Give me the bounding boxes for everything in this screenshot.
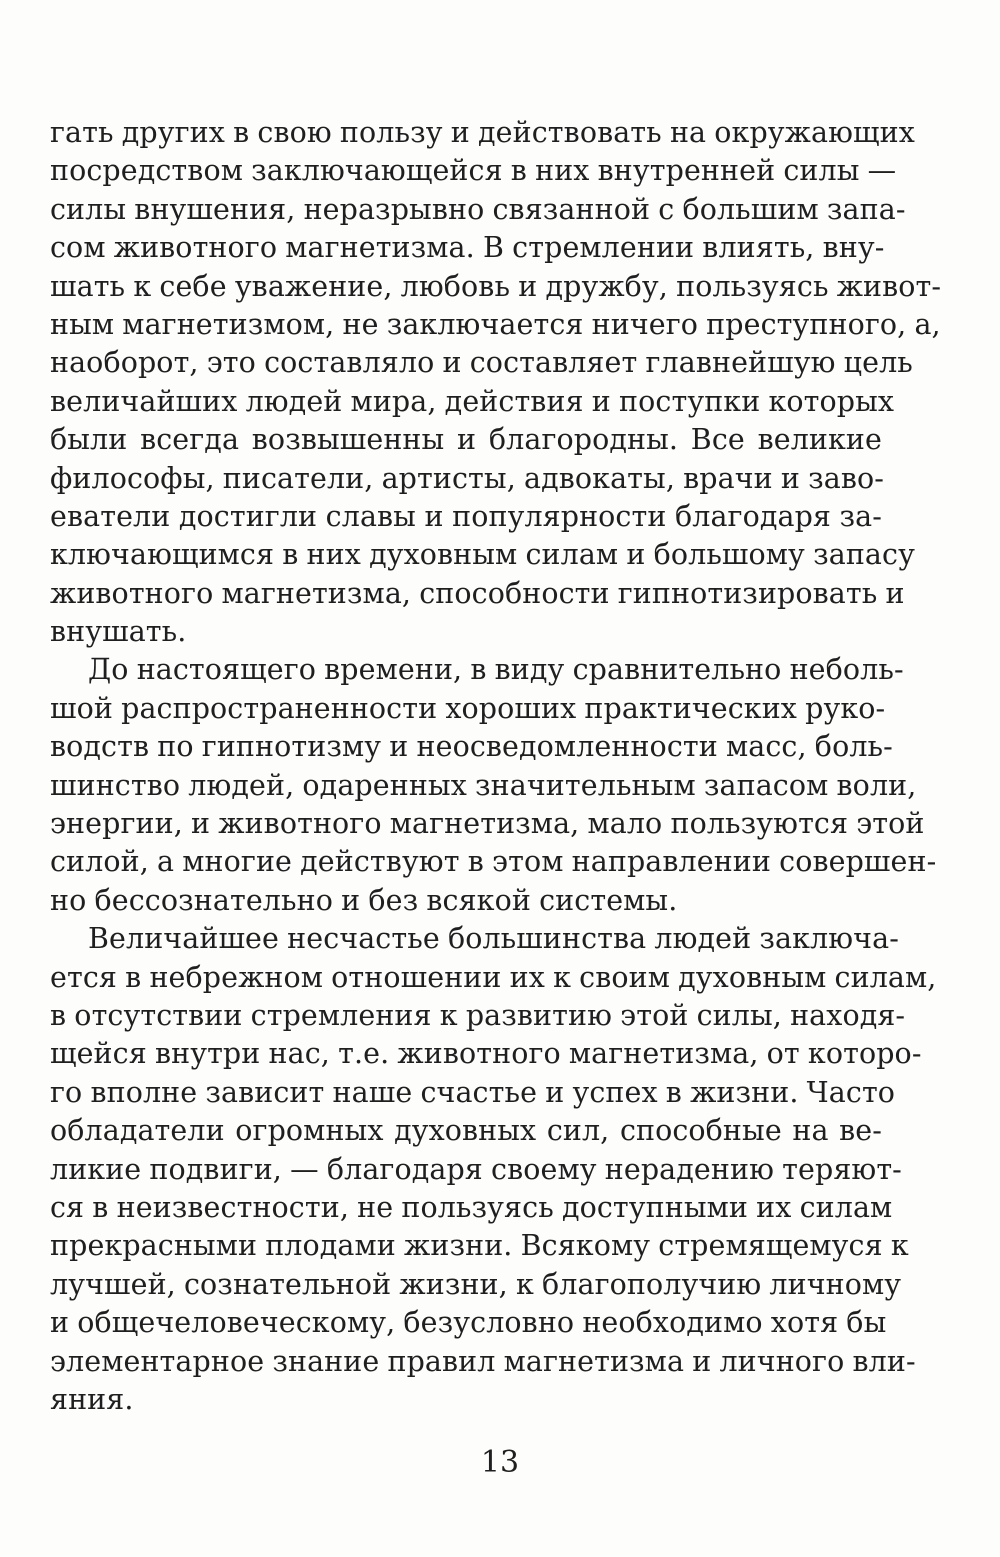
text-line: ным магнетизмом, не заключается ничего преступного, а, <box>50 307 941 341</box>
text-line: ликие подвиги, — благодаря своему нерадению теряют- <box>50 1152 902 1186</box>
text-line: наоборот, это составляло и составляет главнейшую цель <box>50 346 913 380</box>
text-line: энергии, и животного магнетизма, мало пользуются этой <box>50 807 925 841</box>
text-line: силы внушения, неразрывно связанной с большим запа- <box>50 192 906 226</box>
paragraph-2 <box>50 651 937 920</box>
text-line: лучшей, сознательной жизни, к благополучию личному <box>50 1267 902 1301</box>
text-line: были всегда возвышенны и благородны. Все великие <box>50 423 882 457</box>
text-line: силой, а многие действуют в этом направлении совершен- <box>50 845 937 879</box>
text-line: шинство людей, одаренных значительным запасом воли, <box>50 768 917 802</box>
text-line: сом животного магнетизма. В стремлении влиять, вну- <box>50 231 885 265</box>
text-line: щейся внутри нас, т.е. животного магнетизма, от которо- <box>50 1037 922 1071</box>
text-line: ключающимся в них духовным силам и большому запасу <box>50 538 915 572</box>
text-line: элементарное знание правил магнетизма и личного вли- <box>50 1344 916 1378</box>
text-line: величайших людей мира, действия и поступки которых <box>50 384 895 418</box>
text-line: животного магнетизма, способности гипнотизировать и <box>50 576 905 610</box>
text-line: внушать. <box>50 615 187 649</box>
text-line: водств по гипнотизму и неосведомленности масс, боль- <box>50 730 893 764</box>
text-line: посредством заключающейся в них внутренней силы — <box>50 154 897 188</box>
text-line: прекрасными плодами жизни. Всякому стремящемуся к <box>50 1229 909 1263</box>
text-line: яния. <box>50 1382 134 1416</box>
text-line: и общечеловеческому, безусловно необходимо хотя бы <box>50 1306 887 1340</box>
text-line: обладатели огромных духовных сил, способные на ве- <box>50 1114 882 1148</box>
text-line: в отсутствии стремления к развитию этой силы, находя- <box>50 998 906 1032</box>
text-line: До настоящего времени, в виду сравнительно неболь- <box>88 653 904 687</box>
text-line: Величайшее несчастье большинства людей заключа- <box>88 922 899 956</box>
text-line: шать к себе уважение, любовь и дружбу, пользуясь живот- <box>50 269 942 303</box>
text-line: го вполне зависит наше счастье и успех в жизни. Часто <box>50 1075 896 1109</box>
text-line: гать других в свою пользу и действовать на окружающих <box>50 116 915 149</box>
text-line: шой распространенности хороших практических руко- <box>50 691 886 725</box>
text-line: философы, писатели, артисты, адвокаты, врачи и заво- <box>50 461 885 495</box>
paragraph-3 <box>50 920 937 1419</box>
page-body <box>50 114 942 1419</box>
text-line: еватели достигли славы и популярности благодаря за- <box>50 499 882 533</box>
text-line: ся в неизвестности, не пользуясь доступными их силам <box>50 1190 893 1224</box>
page-number: 13 <box>480 1445 520 1480</box>
text-line: ется в небрежном отношении их к своим духовным силам, <box>50 960 937 994</box>
text-line: но бессознательно и без всякой системы. <box>50 883 678 917</box>
paragraph-1 <box>50 114 942 651</box>
